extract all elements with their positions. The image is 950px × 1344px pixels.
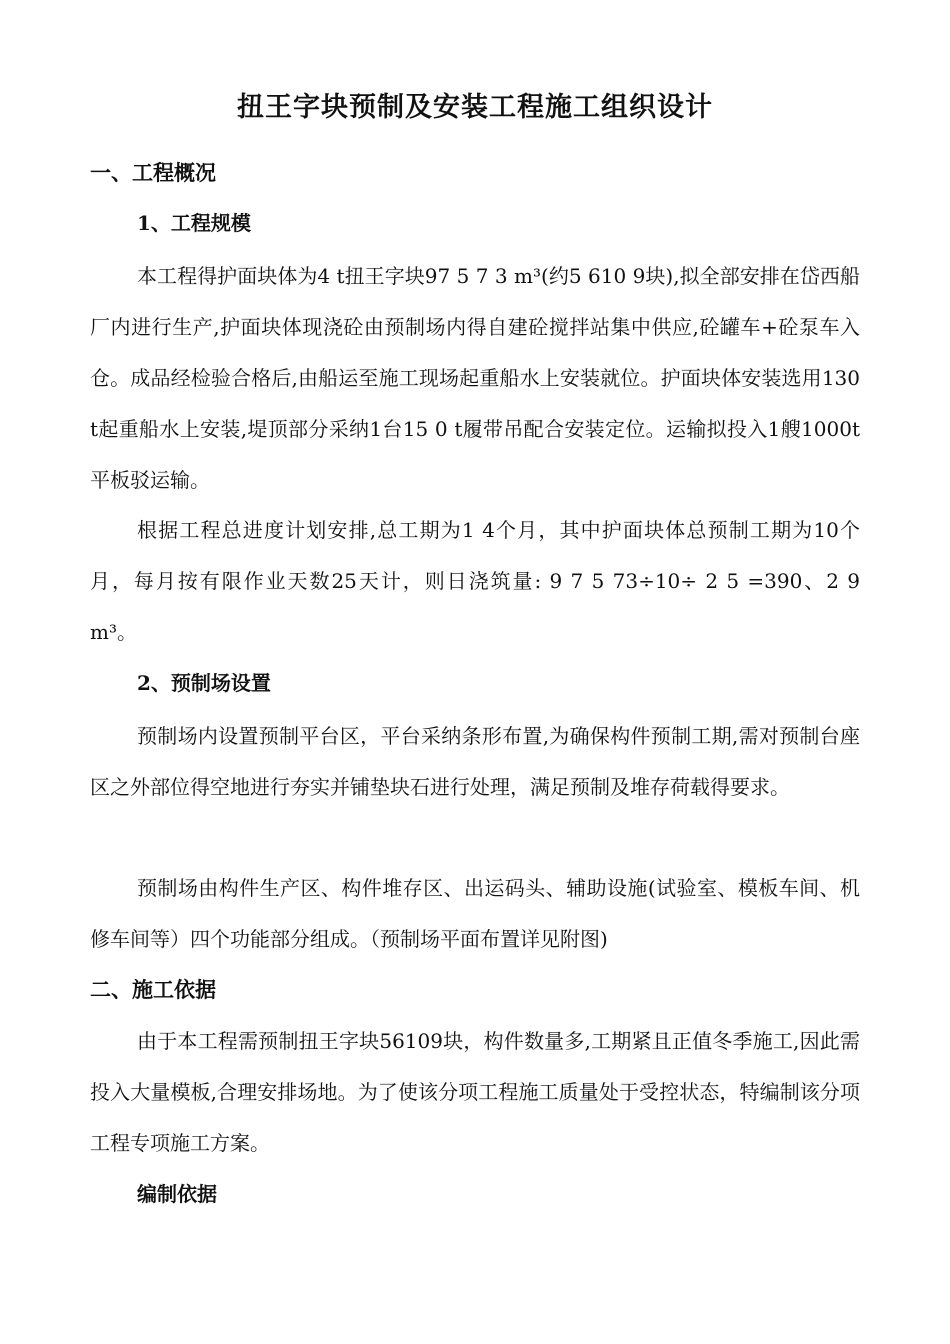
paragraph-basis-reason: 由于本工程需预制扭王字块56109块，构件数量多,工期紧且正值冬季施工,因此需投入大量模板,合理安排场地。为了使该分项工程施工质量处于受控状态，特编制该分项工程专项施工方案。: [90, 1029, 860, 1155]
subsection-heading-compilation-basis: 编制依据: [137, 1182, 217, 1206]
section-heading-overview: 一、工程概况: [90, 161, 216, 185]
paragraph-yard-platform: 预制场内设置预制平台区，平台采纳条形布置,为确保构件预制工期,需对预制台座区之外部位得空地进行夯实并铺垫块石进行处理，满足预制及堆存荷载得要求。: [90, 724, 860, 799]
paragraph-yard-areas: 预制场由构件生产区、构件堆存区、出运码头、辅助设施(试验室、模板车间、机修车间等）四个功能部分组成。（预制场平面布置详见附图): [90, 876, 860, 951]
paragraph-schedule: 根据工程总进度计划安排,总工期为1 4个月，其中护面块体总预制工期为10个月，每月按有限作业天数25天计，则日浇筑量: 9 7 5 73÷10÷ 2 5 =390、2 9 m³。: [90, 518, 880, 644]
section-heading-basis: 二、施工依据: [90, 978, 216, 1002]
document-title: 扭王字块预制及安装工程施工组织设计: [237, 92, 713, 123]
subsection-heading-scale: 1、工程规模: [137, 211, 251, 235]
paragraph-scale-description: 本工程得护面块体为4 t扭王字块97 5 7 3 m³(约5 610 9块),拟全部安排在岱西船厂内进行生产,护面块体现浇砼由预制场内得自建砼搅拌站集中供应,砼罐车+砼泵车入仓。成品经检验合格后,由船运至施工现场起重船水上安装就位。护面块体安装选用130 t起重船水上安装,堤顶部分采纳1台15 0 t履带吊配合安装定位。运输拟投入1艘1000t平板驳运输。: [90, 264, 860, 492]
subsection-heading-yard-setup: 2、预制场设置: [137, 671, 271, 695]
